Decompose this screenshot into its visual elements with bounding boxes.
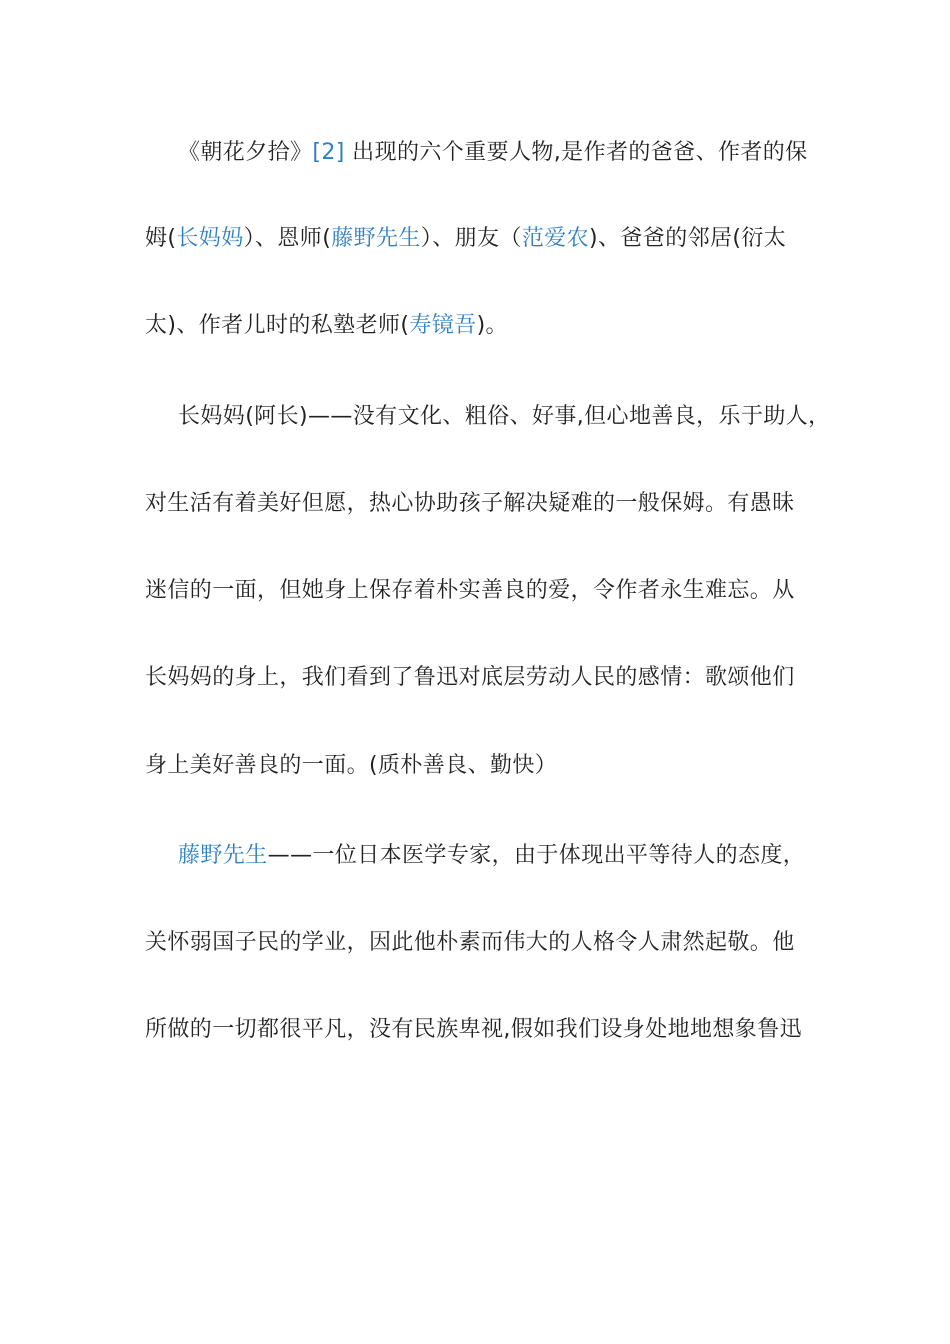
paragraph-3-line-3: 所做的一切都很平凡，没有民族卑视,假如我们设身处地地想象鲁迅 xyxy=(145,1017,802,1042)
text-span: )、爸爸的邻居(衍太 xyxy=(589,226,787,251)
text-span: 太)、作者儿时的私塾老师( xyxy=(145,313,410,338)
paragraph-1-line-1 xyxy=(178,138,858,168)
text-span: 出现的六个重要人物,是作者的爸爸、作者的保 xyxy=(344,140,808,165)
link-shou-jingwu[interactable]: 寿镜吾 xyxy=(409,313,477,338)
link-fan-ainong[interactable]: 范爱农 xyxy=(521,226,590,251)
text-span: ）、朋友（ xyxy=(420,226,522,251)
reference-link[interactable]: [2] xyxy=(312,140,345,165)
paragraph-2-line-4: 长妈妈的身上，我们看到了鲁迅对底层劳动人民的感情：歌颂他们 xyxy=(145,665,795,690)
link-tengye-xiansheng-2[interactable]: 藤野先生 xyxy=(178,843,268,868)
book-title: 《朝花夕拾》 xyxy=(178,140,313,165)
link-tengye-xiansheng[interactable]: 藤野先生 xyxy=(331,226,421,251)
link-chang-mama[interactable]: 长妈妈 xyxy=(176,226,244,251)
text-span: )。 xyxy=(476,313,508,338)
paragraph-3-line-2: 关怀弱国子民的学业，因此他朴素而伟大的人格令人肃然起敬。他 xyxy=(145,930,795,955)
text-span: ）、恩师( xyxy=(243,226,332,251)
paragraph-2-line-5: 身上美好善良的一面。(质朴善良、勤快） xyxy=(145,753,558,778)
paragraph-2-line-1: 长妈妈(阿长)——没有文化、粗俗、好事,但心地善良，乐于助人， xyxy=(178,404,831,429)
paragraph-2-line-2: 对生活有着美好但愿，热心协助孩子解决疑难的一般保姆。有愚昧 xyxy=(145,491,795,516)
paragraph-1-line-2 xyxy=(145,224,825,254)
text-span: ——一位日本医学专家，由于体现出平等待人的态度， xyxy=(267,843,806,868)
paragraph-2-line-3: 迷信的一面，但她身上保存着朴实善良的爱，令作者永生难忘。从 xyxy=(145,578,795,603)
text-span: 姆( xyxy=(145,226,177,251)
paragraph-1-line-3 xyxy=(145,311,825,341)
paragraph-3-line-1 xyxy=(178,841,858,871)
